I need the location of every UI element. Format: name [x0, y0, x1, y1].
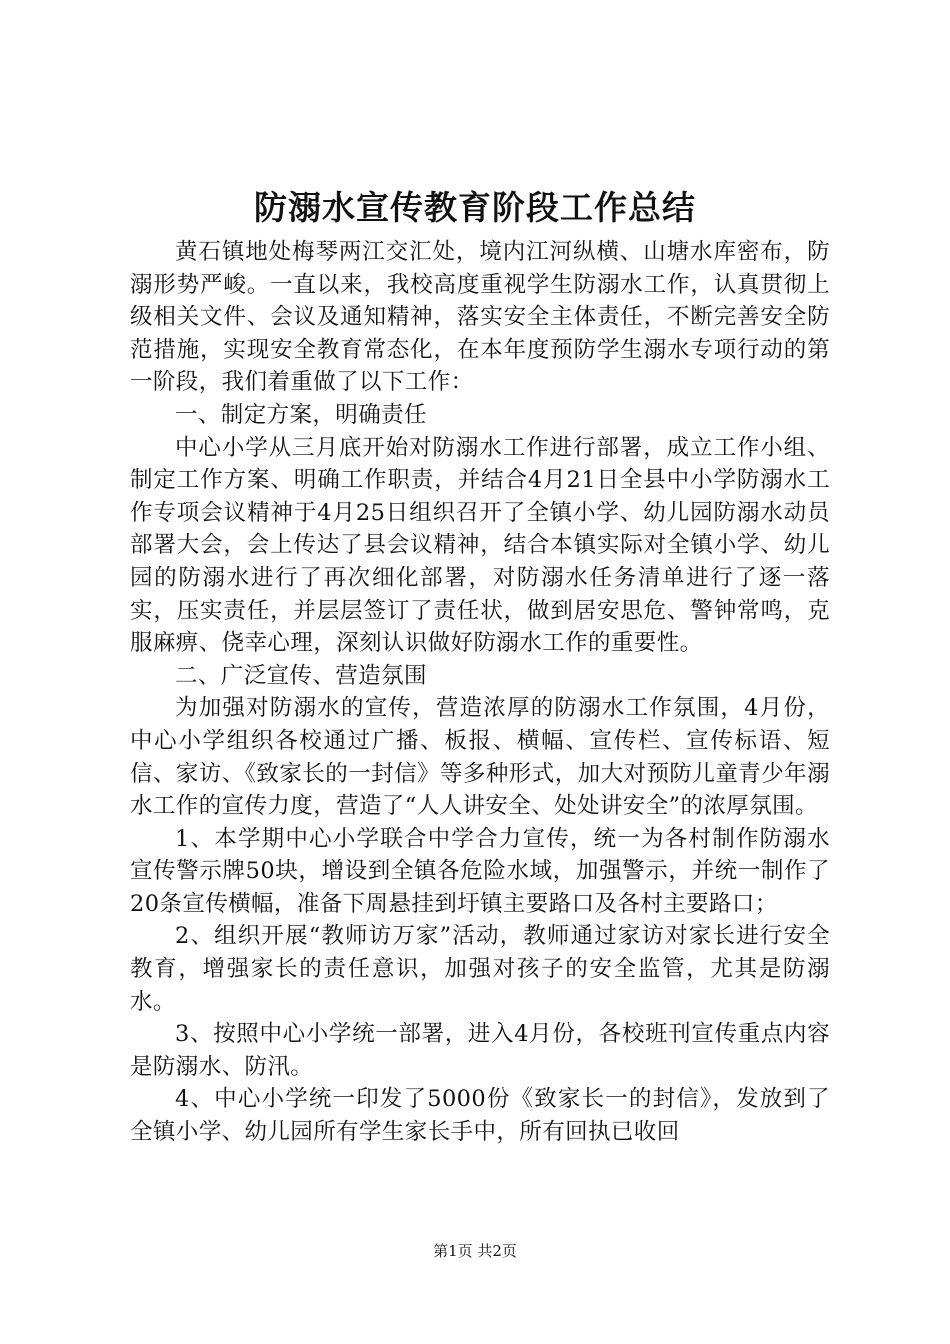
page-number-footer: 第1页 共2页	[433, 1242, 517, 1260]
section-heading-1: 一、制定方案，明确责任	[175, 401, 427, 428]
section-1-paragraph: 中心小学从三月底开始对防溺水工作进行部署，成立工作小组、制定工作方案、明确工作职责，并结合4月21日全县中小学防溺水工作专项会议精神于4月25日组织召开了全镇小学、幼儿园防溺水动员部署大会，会上传达了县会议精神，结合本镇实际对全镇小学、幼儿园的防溺水进行了再次细化部署，对防溺水任务清单进行了逐一落实，压实责任，并层层签订了责任状，做到居安思危、警钟常鸣，克服麻痹、侥幸心理，深刻认识做好防溺水工作的重要性。	[130, 434, 830, 657]
section-2-paragraph: 为加强对防溺水的宣传，营造浓厚的防溺水工作氛围，4月份，中心小学组织各校通过广播、板报、横幅、宣传栏、宣传标语、短信、家访、《致家长的一封信》等多种形式，加大对预防儿童青少年溺水工作的宣传力度，营造了“人人讲安全、处处讲安全”的浓厚氛围。	[130, 695, 830, 820]
list-item-3: 3、按照中心小学统一部署，进入4月份，各校班刊宣传重点内容是防溺水、防汛。	[130, 1021, 830, 1080]
document-body	[130, 236, 830, 1149]
document-title: 防溺水宣传教育阶段工作总结	[254, 188, 696, 227]
list-item-4: 4、中心小学统一印发了5000份《致家长一的封信》，发放到了全镇小学、幼儿园所有学生家长手中，所有回执已收回	[130, 1086, 830, 1146]
list-item-2: 2、组织开展“教师访万家”活动，教师通过家访对家长进行安全教育，增强家长的责任意识，加强对孩子的安全监管，尤其是防溺水。	[130, 923, 830, 1015]
section-heading-2: 二、广泛宣传、营造氛围	[175, 662, 427, 689]
intro-paragraph: 黄石镇地处梅琴两江交汇处，境内江河纵横、山塘水库密布，防溺形势严峻。一直以来，我校高度重视学生防溺水工作，认真贯彻上级相关文件、会议及通知精神，落实安全主体责任，不断完善安全防范措施，实现安全教育常态化，在本年度预防学生溺水专项行动的第一阶段，我们着重做了以下工作：	[130, 239, 830, 396]
list-item-1: 1、本学期中心小学联合中学合力宣传，统一为各村制作防溺水宣传警示牌50块，增设到全镇各危险水域，加强警示，并统一制作了20条宣传横幅，准备下周悬挂到圩镇主要路口及各村主要路口；	[130, 825, 830, 917]
